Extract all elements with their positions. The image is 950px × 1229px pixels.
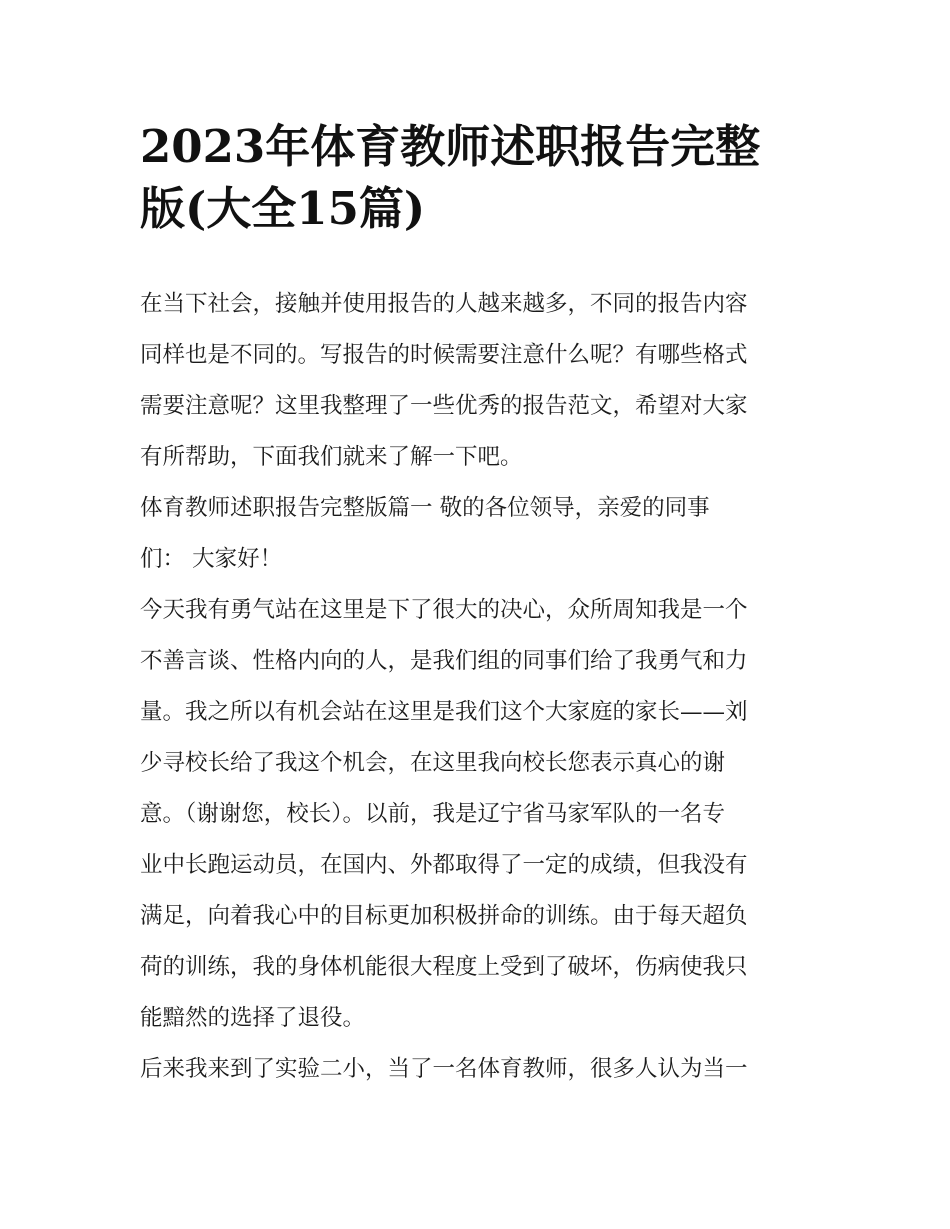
text-line: 有所帮助，下面我们就来了解一下吧。 xyxy=(140,444,523,470)
text-line: 今天我有勇气站在这里是下了很大的决心，众所周知我是一个 xyxy=(140,597,748,623)
document-body xyxy=(140,279,820,1095)
paragraph-body xyxy=(140,1044,820,1095)
text-line: 们： 大家好！ xyxy=(140,546,283,572)
text-line: 少寻校长给了我这个机会，在这里我向校长您表示真心的谢 xyxy=(140,750,726,776)
text-line: 需要注意呢？这里我整理了一些优秀的报告范文，希望对大家 xyxy=(140,393,748,419)
text-line: 能黯然的选择了退役。 xyxy=(140,1005,366,1031)
text-line: 同样也是不同的。写报告的时候需要注意什么呢？有哪些格式 xyxy=(140,342,748,368)
paragraph-body xyxy=(140,585,820,1044)
text-line: 体育教师述职报告完整版篇一 敬的各位领导，亲爱的同事 xyxy=(140,495,710,521)
document-title xyxy=(140,116,820,240)
title-line: 2023年体育教师述职报告完整 xyxy=(140,120,761,173)
paragraph-section-heading xyxy=(140,483,820,585)
text-line: 量。我之所以有机会站在这里是我们这个大家庭的家长——刘 xyxy=(140,699,748,725)
text-line: 不善言谈、性格内向的人，是我们组的同事们给了我勇气和力 xyxy=(140,648,748,674)
text-line: 荷的训练，我的身体机能很大程度上受到了破坏，伤病使我只 xyxy=(140,954,748,980)
title-line: 版(大全15篇) xyxy=(140,182,426,235)
text-line: 业中长跑运动员，在国内、外都取得了一定的成绩，但我没有 xyxy=(140,852,748,878)
text-line: 在当下社会，接触并使用报告的人越来越多，不同的报告内容 xyxy=(140,291,748,317)
text-line: 意。（谢谢您，校长）。以前，我是辽宁省马家军队的一名专 xyxy=(140,801,726,827)
text-line: 后来我来到了实验二小，当了一名体育教师，很多人认为当一 xyxy=(140,1056,748,1082)
text-line: 满足，向着我心中的目标更加积极拼命的训练。由于每天超负 xyxy=(140,903,748,929)
paragraph-intro xyxy=(140,279,820,483)
